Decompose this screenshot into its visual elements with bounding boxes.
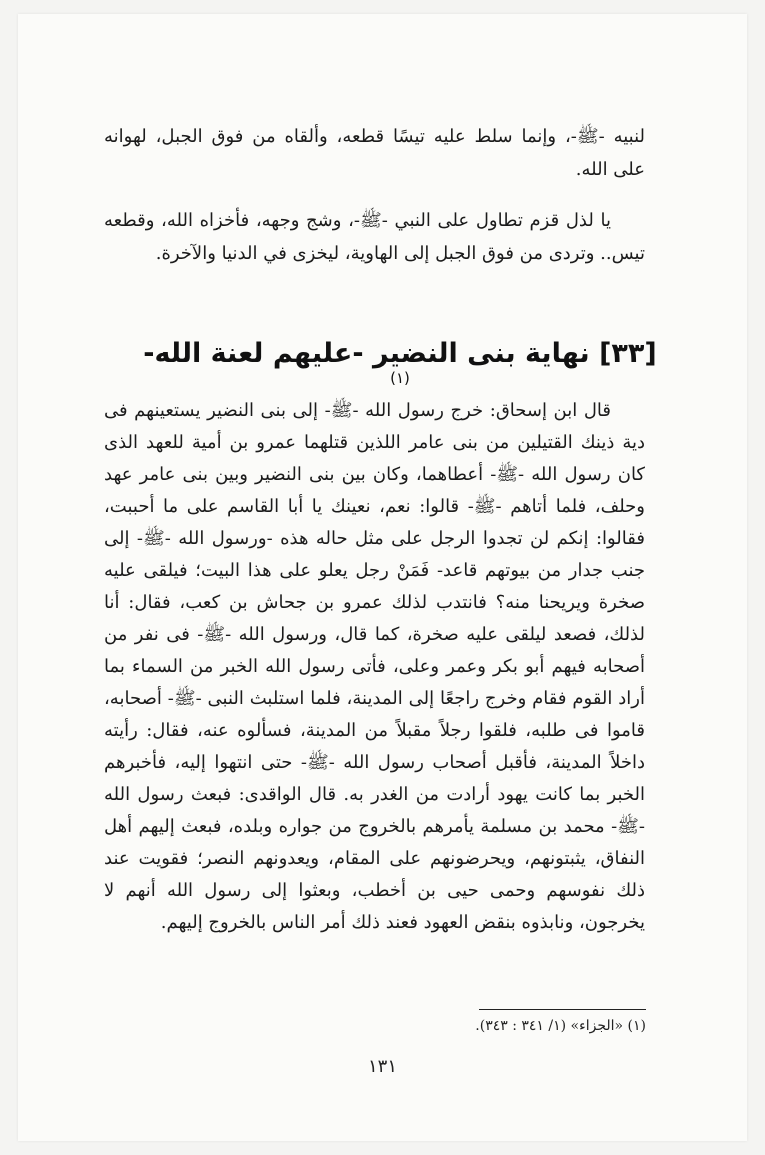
section-heading	[140, 338, 660, 400]
intro-section	[104, 120, 645, 288]
page-number: ١٣١	[367, 1056, 397, 1077]
main-text-section	[104, 395, 645, 939]
footnote-divider	[479, 1009, 646, 1010]
footnote: (١) «الجزاء» (١/ ٣٤١ : ٣٤٣).	[475, 1018, 646, 1034]
section-heading-text: [٣٣] نهاية بنى النضير -عليهم لعنة الله-	[143, 338, 657, 369]
footnote-marker: (١)	[390, 369, 410, 387]
intro-paragraph: يا لذل قزم تطاول على النبي -ﷺ-، وشج وجهه، فأخزاه الله، وقطعه تيس.. وتردى من فوق الجبل إلى الهاوية، ليخزى في الدنيا والآخرة.	[104, 210, 645, 264]
intro-paragraph: لنبيه -ﷺ-، وإنما سلط عليه تيسًا قطعه، وألقاه من فوق الجبل، لهوانه على الله.	[104, 126, 645, 180]
main-paragraph: قال ابن إسحاق: خرج رسول الله -ﷺ- إلى بنى النضير يستعينهم فى دية ذينك القتيلين من بنى عامر اللذين قتلهما عمرو بن أمية للعهد الذى كان رسول الله -ﷺ- أعطاهما، وكان بين بنى النضير وبين بنى عامر عهد وحلف، فلما أتاهم -ﷺ- قالوا: نعم، نعينك يا أبا القاسم على ما أحببت، فقالوا: إنكم لن تجدوا الرجل على مثل حاله هذه -ورسول الله -ﷺ- إلى جنب جدار من بيوتهم قاعد- فَمَنْ رجل يعلو على هذا البيت؛ فيلقى عليه صخرة ويريحنا منه؟ فانتدب لذلك عمرو بن جحاش بن كعب، فقال: أنا لذلك، فصعد ليلقى عليه صخرة، كما قال، ورسول الله -ﷺ- فى نفر من أصحابه فيهم أبو بكر وعمر وعلى، فأتى رسول الله الخبر من السماء بما أراد القوم فقام وخرج راجعًا إلى المدينة، فلما استلبث النبى -ﷺ- أصحابه، قاموا فى طلبه، فلقوا رجلاً مقبلاً من المدينة، فسألوه عنه، فقال: رأيته داخلاً المدينة، فأقبل أصحاب رسول الله -ﷺ- حتى انتهوا إليه، فأخبرهم الخبر بما كانت يهود أرادت من الغدر به. قال الواقدى: فبعث رسول الله -ﷺ- محمد بن مسلمة يأمرهم بالخروج من جواره وبلده، فبعث إليهم أهل النفاق، يثبتونهم، ويحرضونهم على المقام، ويعدونهم النصر؛ فقويت عند ذلك نفوسهم وحمى حيى بن أخطب، وبعثوا إلى رسول الله أنهم لا يخرجون، ونابذوه بنقض العهود فعند ذلك أمر الناس بالخروج إليهم.	[104, 400, 645, 933]
